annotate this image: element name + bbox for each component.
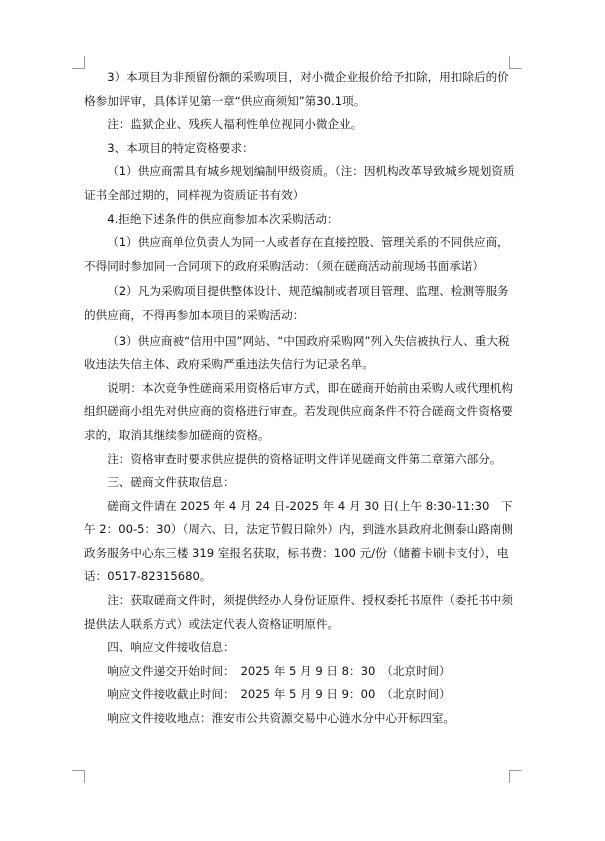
heading-obtain-documents: 三、磋商文件获取信息： [107, 475, 235, 490]
corner-crop-mark-bottom-left [72, 770, 85, 783]
paragraph-note-prison-enterprise: 注：监狱企业、残疾人福利性单位视同小微企业。 [107, 117, 363, 132]
paragraph-rejection-2: （2）凡为采购项目提供整体设计、规范编制或者项目管理、监理、检测等服务的供应商，不得再参加本项目的采购活动： [84, 284, 509, 322]
paragraph-qualification-1: （1）供应商需具有城乡规划编制甲级资质。（注：因机构改革导致城乡规划资质证书全部过期的，同样视为资质证书有效） [84, 164, 515, 202]
paragraph-obtain-details: 磋商文件请在 2025 年 4 月 24 日-2025 年 4 月 30 日(上午 8:30-11:30 下午 2：00-5：30）（周六、日，法定节假日除外）内，到涟水县政府北侧泰山路南侧政务服务中心东三楼 319 室报名获取，标书费：100 元/份（储蓄卡刷卡支付），电话：0517-82315680。 [84, 498, 513, 584]
paragraph-submission-start: 响应文件递交开始时间： 2025 年 5 月 9 日 8：30 （北京时间） [107, 663, 451, 678]
paragraph-rejection-3: （3）供应商被“信用中国”网站、“中国政府采购网”列入失信被执行人、重大税收违法失信主体、政府采购严重违法失信行为记录名单。 [84, 333, 510, 372]
paragraph-submission-location: 响应文件接收地点：淮安市公共资源交易中心涟水分中心开标四室。 [107, 711, 456, 726]
paragraph-explanation: 说明：本次竞争性磋商采用资格后审方式，即在磋商开始前由采购人或代理机构组织磋商小组先对供应商的资格进行审查。若发现供应商条件不符合磋商文件资格要求的，取消其继续参加磋商的资格。 [84, 380, 513, 442]
paragraph-note-qualification: 注：资格审查时要求供应提供的资格证明文件详见磋商文件第二章第六部分。 [107, 451, 502, 466]
heading-response-receipt: 四、响应文件接收信息： [107, 640, 235, 655]
heading-specific-qualification: 3、本项目的特定资格要求： [107, 140, 254, 155]
document-body [84, 66, 520, 731]
paragraph-note-obtain: 注：获取磋商文件时，须提供经办人身份证原件、授权委托书原件（委托书中须提供法人联系方式）或法定代表人资格证明原件。 [84, 593, 513, 631]
paragraph-price-deduction: 3）本项目为非预留份额的采购项目，对小微企业报价给予扣除，用扣除后的价格参加评审，具体详见第一章“供应商须知”第30.1项。 [84, 70, 509, 108]
heading-rejection-conditions: 4.拒绝下述条件的供应商参加本次采购活动： [107, 211, 339, 226]
paragraph-rejection-1: （1）供应商单位负责人为同一人或者存在直接控股、管理关系的不同供应商，不得同时参加同一合同项下的政府采购活动：（须在磋商活动前现场书面承诺） [84, 235, 509, 273]
paragraph-submission-deadline: 响应文件接收截止时间： 2025 年 5 月 9 日 9：00 （北京时间） [107, 687, 451, 702]
corner-crop-mark-bottom-right [509, 770, 522, 783]
